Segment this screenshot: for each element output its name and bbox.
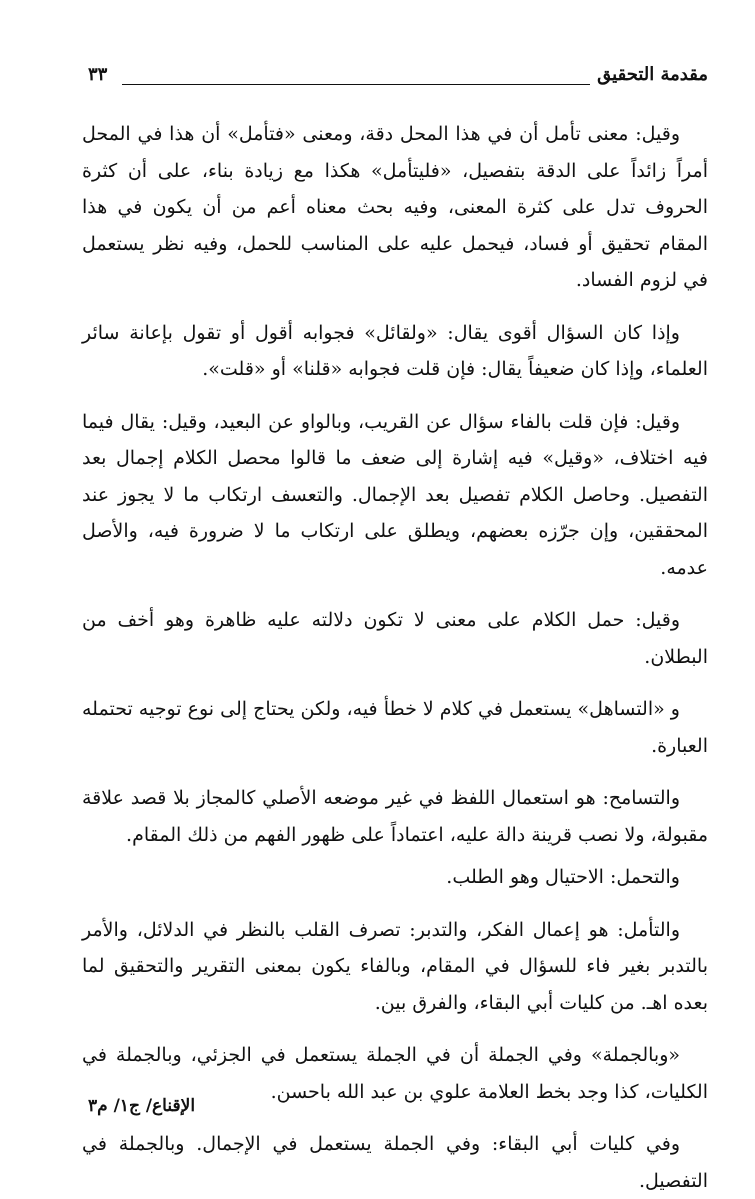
- paragraph: «وبالجملة» وفي الجملة أن في الجملة يستعمل في الجزئي، وبالجملة في الكليات، كذا وجد بخط العلامة علوي بن عبد الله باحسن.: [82, 1044, 708, 1103]
- paragraph: وقيل: معنى تأمل أن في هذا المحل دقة، ومعنى «فتأمل» أن هذا في المحل أمراً زائداً على الدقة بتفصيل، «فليتأمل» هكذا مع زيادة بناء، على أن كثرة الحروف تدل على كثرة المعنى، وفيه بحث معناه أعم من أن يكون في هذا المقام تحقيق أو فساد، فيحمل عليه على المناسب للحمل، وفيه نظر يستعمل في لزوم الفساد.: [82, 123, 708, 291]
- signature-mark: الإقناع/ ج١/ م٣: [88, 1096, 196, 1116]
- paragraph: والتسامح: هو استعمال اللفظ في غير موضعه الأصلي كالمجاز بلا قصد علاقة مقبولة، ولا نصب قرينة دالة عليه، اعتماداً على ظهور الفهم من ذلك المقام.: [82, 787, 708, 846]
- paragraph: والتأمل: هو إعمال الفكر، والتدبر: تصرف القلب بالنظر في الدلائل، والأمر بالتدبر بغير فاء للسؤال في المقام، وبالفاء يكون بمعنى التقرير والتحقيق لما بعده اهـ. من كليات أبي البقاء، والفرق بين.: [82, 918, 708, 1014]
- paragraph: وقيل: حمل الكلام على معنى لا تكون دلالته عليه ظاهرة وهو أخف من البطلان.: [82, 609, 708, 668]
- running-title: مقدمة التحقيق: [597, 64, 708, 85]
- header-rule: [122, 84, 590, 85]
- body-text: [82, 116, 708, 1199]
- paragraph: وقيل: فإن قلت بالفاء سؤال عن القريب، وبالواو عن البعيد، وقيل: يقال فيما فيه اختلاف، «وقيل» فيه إشارة إلى ضعف ما قالوا محصل الكلام إجمال بعد التفصيل. وحاصل الكلام تفصيل بعد الإجمال. والتعسف ارتكاب ما لا يجوز عند المحققين، وإن جرّزه بعضهم، ويطلق على ارتكاب ما لا ضرورة فيه، والأصل عدمه.: [82, 410, 708, 579]
- paragraph: و «التساهل» يستعمل في كلام لا خطأ فيه، ولكن يحتاج إلى نوع توجيه تحتمله العبارة.: [82, 698, 708, 757]
- page-header: [88, 62, 708, 96]
- page-number: ٣٣: [88, 64, 108, 85]
- paragraph: وإذا كان السؤال أقوى يقال: «ولقائل» فجوابه أقول أو تقول بإعانة سائر العلماء، وإذا كان ضعيفاً يقال: فإن قلت فجوابه «قلنا» أو «قلت».: [82, 321, 708, 380]
- paragraph: والتحمل: الاحتيال وهو الطلب.: [446, 866, 680, 888]
- paragraph: وفي كليات أبي البقاء: وفي الجملة يستعمل في الإجمال. وبالجملة في التفصيل.: [82, 1133, 708, 1192]
